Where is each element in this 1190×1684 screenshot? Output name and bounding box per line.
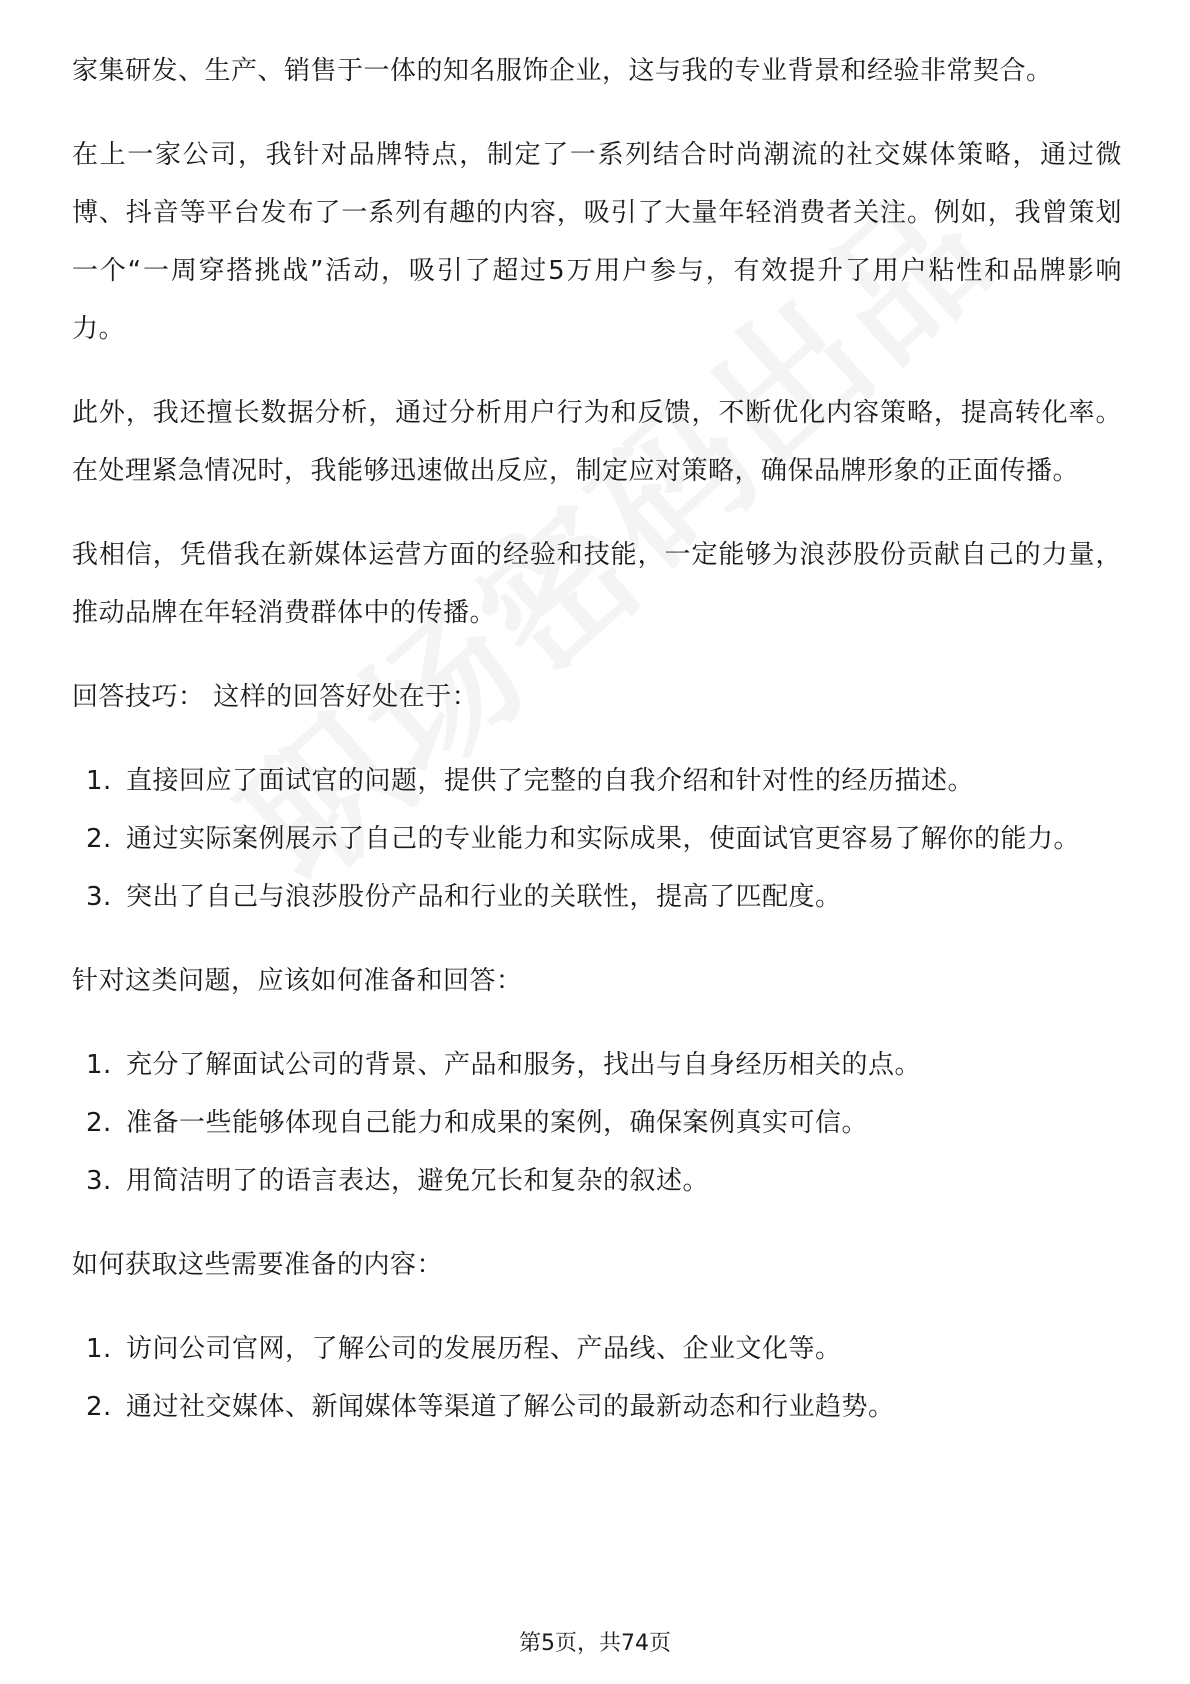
list-number: 3. [86, 882, 112, 912]
list-item [72, 868, 1122, 926]
tips-heading: 回答技巧： 这样的回答好处在于： [72, 682, 479, 712]
list-item [72, 1378, 1122, 1436]
obtain-list [72, 1320, 1122, 1436]
list-number: 3. [86, 1166, 112, 1196]
list-number: 1. [86, 766, 112, 796]
list-number: 1. [86, 1334, 112, 1364]
list-item [72, 1094, 1122, 1152]
list-text: 充分了解面试公司的背景、产品和服务，找出与自身经历相关的点。 [126, 1050, 922, 1080]
list-number: 2. [86, 1108, 112, 1138]
list-text: 用简洁明了的语言表达，避免冗长和复杂的叙述。 [126, 1166, 710, 1196]
list-item [72, 752, 1122, 810]
list-text: 通过社交媒体、新闻媒体等渠道了解公司的最新动态和行业趋势。 [126, 1392, 895, 1422]
page-number-footer: 第5页，共74页 [519, 1631, 671, 1656]
tips-list [72, 752, 1122, 926]
list-item [72, 1320, 1122, 1378]
list-item [72, 1036, 1122, 1094]
paragraph-conclusion: 我相信，凭借我在新媒体运营方面的经验和技能，一定能够为浪莎股份贡献自己的力量，推动品牌在年轻消费群体中的传播。 [72, 540, 1122, 628]
prepare-heading: 针对这类问题，应该如何准备和回答： [72, 966, 523, 996]
list-text: 突出了自己与浪莎股份产品和行业的关联性，提高了匹配度。 [126, 882, 842, 912]
list-item [72, 1152, 1122, 1210]
list-item [72, 810, 1122, 868]
list-number: 2. [86, 1392, 112, 1422]
paragraph-skills: 此外，我还擅长数据分析，通过分析用户行为和反馈，不断优化内容策略，提高转化率。在处理紧急情况时，我能够迅速做出反应，制定应对策略，确保品牌形象的正面传播。 [72, 398, 1122, 486]
prepare-list [72, 1036, 1122, 1210]
paragraph-intro-continued: 家集研发、生产、销售于一体的知名服饰企业，这与我的专业背景和经验非常契合。 [72, 56, 1053, 86]
list-number: 2. [86, 824, 112, 854]
page-content [72, 42, 1122, 1462]
obtain-heading: 如何获取这些需要准备的内容： [72, 1250, 444, 1280]
paragraph-experience: 在上一家公司，我针对品牌特点，制定了一系列结合时尚潮流的社交媒体策略，通过微博、抖音等平台发布了一系列有趣的内容，吸引了大量年轻消费者关注。例如，我曾策划一个“一周穿搭挑战”活动，吸引了超过5万用户参与，有效提升了用户粘性和品牌影响力。 [72, 140, 1122, 344]
list-text: 准备一些能够体现自己能力和成果的案例，确保案例真实可信。 [126, 1108, 869, 1138]
list-text: 直接回应了面试官的问题，提供了完整的自我介绍和针对性的经历描述。 [126, 766, 975, 796]
list-text: 通过实际案例展示了自己的专业能力和实际成果，使面试官更容易了解你的能力。 [126, 824, 1081, 854]
list-text: 访问公司官网，了解公司的发展历程、产品线、企业文化等。 [126, 1334, 842, 1364]
list-number: 1. [86, 1050, 112, 1080]
